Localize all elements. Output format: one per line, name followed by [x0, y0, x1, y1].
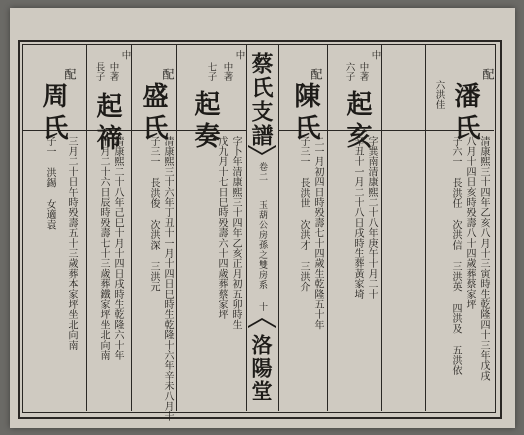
hall-name: 洛陽堂 [249, 334, 274, 403]
fish-tail-mark-icon [248, 318, 276, 328]
record-line: 二一月初四日時殁壽七十四歲生乾隆五十年 [312, 136, 323, 330]
children-line: 子三一 長洪世 次洪才 三洪介 [298, 136, 309, 292]
fish-tail-mark-icon [248, 145, 276, 155]
record-line: 清康熙二十八年己巳十月十四日戌時生乾隆六十年 [112, 136, 123, 361]
column-divider [327, 44, 328, 411]
record-line: 十月二十六日辰時殁壽七十三歲葬鐵家坪坐北向南 [98, 136, 109, 361]
record-line: 戊九月十七日巳時殁壽六十四歲葬蔡家坪 [216, 136, 227, 320]
person-name: 起禘 [92, 92, 122, 156]
volume-label: 卷二 [257, 162, 267, 182]
column-divider [176, 44, 177, 411]
spouse-name: 盛氏 [138, 82, 168, 146]
record-line: 八月十四日亥時殁壽八十四歲葬蔡家坪 [464, 136, 475, 310]
generation-note: 六洪佳 [433, 80, 445, 110]
person-name: 起亥 [342, 90, 372, 154]
column-divider [381, 44, 382, 411]
record-line: 三月二十日午時殁壽五十三歲葬本家坪坐北向南 [66, 136, 77, 351]
order-marker: 中 [233, 50, 245, 60]
column-divider [86, 44, 87, 411]
spouse-label: 配 [161, 68, 175, 80]
record-line: 辛丑十一月二十八日戌時生葬黃家埼 [352, 136, 363, 300]
record-line: 清康熙三十六年丁丑十一月十四日巳時生乾隆十六年辛未八月十 [162, 136, 173, 422]
center-column-right-border [278, 44, 279, 411]
person-name: 起奏 [190, 90, 220, 154]
generation-label: 中著 [107, 62, 119, 82]
children-line: 子三一 長洪俊 次洪深 三洪元 [148, 136, 159, 292]
children-line: 子一 洪錫 女適袁 [44, 136, 55, 230]
generation-label: 中著 [357, 62, 369, 82]
birth-order: 長子 [93, 62, 105, 82]
generation-label: 中著 [221, 62, 233, 82]
children-line: 子六一 長洪任 次洪信 三洪英 四洪及 五洪依 [450, 136, 461, 376]
birth-order: 六子 [343, 62, 355, 82]
order-marker: 中 [369, 50, 381, 60]
birth-order: 七子 [205, 62, 217, 82]
record-line: 字巽南清康熙二十八年庚午十月二十 [366, 136, 377, 300]
spouse-label: 配 [63, 68, 77, 80]
spouse-name: 陳氏 [290, 82, 320, 146]
center-column-left-border [246, 44, 247, 411]
spouse-label: 配 [309, 68, 323, 80]
spouse-label: 配 [481, 68, 495, 80]
spouse-name: 潘氏 [450, 82, 480, 146]
column-divider [131, 44, 132, 411]
order-marker: 中 [119, 50, 131, 60]
genealogy-title: 蔡氏支譜 [248, 52, 274, 148]
column-divider [425, 44, 426, 411]
branch-subtitle: 玉葫公房孫之雙房系 [257, 200, 267, 290]
spouse-name: 周氏 [38, 82, 68, 146]
record-line: 字卜年清康熙三十四年乙亥正月初五卯時生 [230, 136, 241, 330]
page-number: 十 [257, 302, 267, 312]
record-line: 清康熙三十四年乙亥八月十三寅時生乾隆四十三年戊戌 [478, 136, 489, 381]
